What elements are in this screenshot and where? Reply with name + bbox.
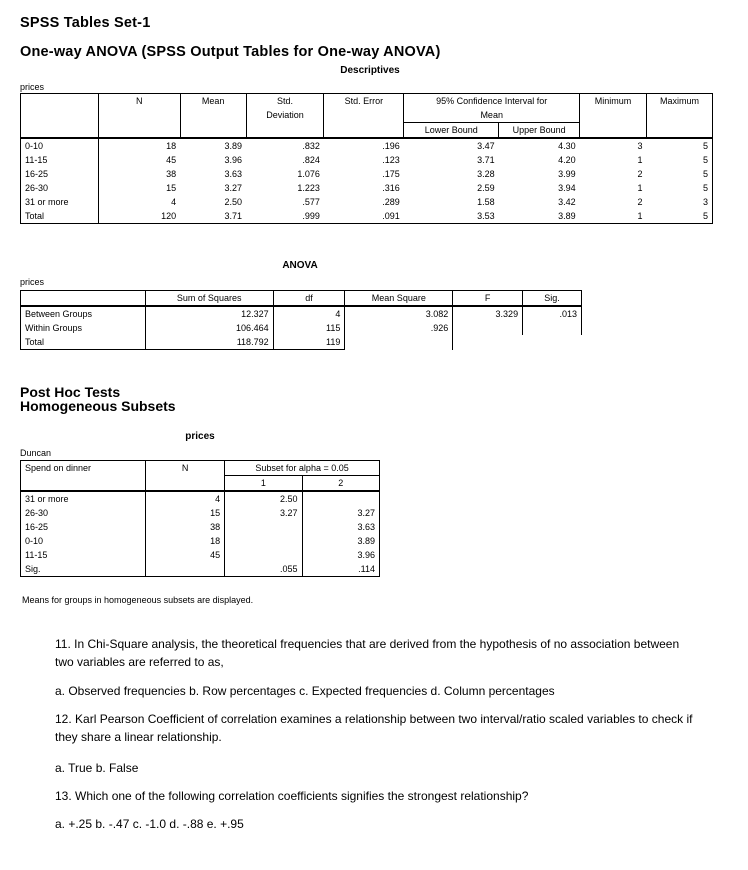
question-11-options: a. Observed frequencies b. Row percentages c. Expected frequencies d. Column percentages	[55, 684, 555, 698]
table-row: Within Groups 106.464 115 .926	[21, 321, 582, 335]
descriptives-table: N Mean Std. Std. Error 95% Confidence Interval for Minimum Maximum Deviation Mean Lower Bound Upper Bound 0-10 18 3.89 .832 .196 3.47 4.30 3 5 11-15 45 3.96 .824 .123 3.71 4.20 1 5 16-25 38 3.63 1.076 .175 3.28 3.99 2 5 26-30 15 3.27 1.223 .316 2.59 3.94 1 5 31 or more 4 2.50 .577 .289 1.58 3.42 2 3 Total 120 3.71 .999 .091 3.53 3.89 1 5	[20, 93, 713, 224]
table-row: 31 or more 4 2.50	[21, 491, 380, 506]
question-11: 11. In Chi-Square analysis, the theoretical frequencies that are derived from the hypothesis of no association between two variables are referred to as,	[55, 637, 680, 669]
table-row: 0-10 18 3.89	[21, 534, 380, 548]
posthoc-table: Spend on dinner N Subset for alpha = 0.05 1 2 31 or more 4 2.50 26-30 15 3.27 3.27 16-25 38 3.63 0-10 18 3.89 11-15 45 3.96 Sig. .055 .114	[20, 460, 380, 577]
table-row: 0-10 18 3.89 .832 .196 3.47 4.30 3 5	[21, 138, 713, 153]
question-13: 13. Which one of the following correlation coefficients signifies the strongest relationship?	[55, 789, 529, 803]
table-row: Between Groups 12.327 4 3.082 3.329 .013	[21, 306, 582, 321]
table-row: 11-15 45 3.96 .824 .123 3.71 4.20 1 5	[21, 153, 713, 167]
table-row: 26-30 15 3.27 3.27	[21, 506, 380, 520]
main-title: One-way ANOVA (SPSS Output Tables for One-way ANOVA)	[20, 44, 441, 60]
table-row: 16-25 38 3.63	[21, 520, 380, 534]
table-row: 16-25 38 3.63 1.076 .175 3.28 3.99 2 5	[21, 167, 713, 181]
question-13-options: a. +.25 b. -.47 c. -1.0 d. -.88 e. +.95	[55, 817, 244, 831]
anova-var: prices	[20, 277, 45, 287]
table-row: Total 120 3.71 .999 .091 3.53 3.89 1 5	[21, 209, 713, 224]
descriptives-title: Descriptives	[340, 65, 400, 76]
posthoc-heading: Post Hoc Tests	[20, 384, 121, 400]
table-row: 11-15 45 3.96	[21, 548, 380, 562]
anova-table: Sum of Squares df Mean Square F Sig. Between Groups 12.327 4 3.082 3.329 .013 Within Groups 106.464 115 .926 Total 118.792 119	[20, 290, 582, 350]
descriptives-var: prices	[20, 82, 45, 92]
homogeneous-heading: Homogeneous Subsets	[20, 398, 176, 414]
posthoc-title: prices	[185, 431, 215, 442]
table-row: Sig. .055 .114	[21, 562, 380, 577]
question-12: 12. Karl Pearson Coefficient of correlation examines a relationship between two interval/ratio scaled variables to check if they share a linear relationship.	[55, 712, 693, 744]
table-row: 31 or more 4 2.50 .577 .289 1.58 3.42 2 3	[21, 195, 713, 209]
posthoc-footnote: Means for groups in homogeneous subsets are displayed.	[22, 595, 254, 605]
set-title: SPSS Tables Set-1	[20, 15, 151, 31]
anova-title: ANOVA	[282, 260, 318, 271]
table-row: Total 118.792 119	[21, 335, 582, 350]
question-12-options: a. True b. False	[55, 761, 139, 775]
posthoc-method: Duncan	[20, 448, 52, 458]
table-row: 26-30 15 3.27 1.223 .316 2.59 3.94 1 5	[21, 181, 713, 195]
